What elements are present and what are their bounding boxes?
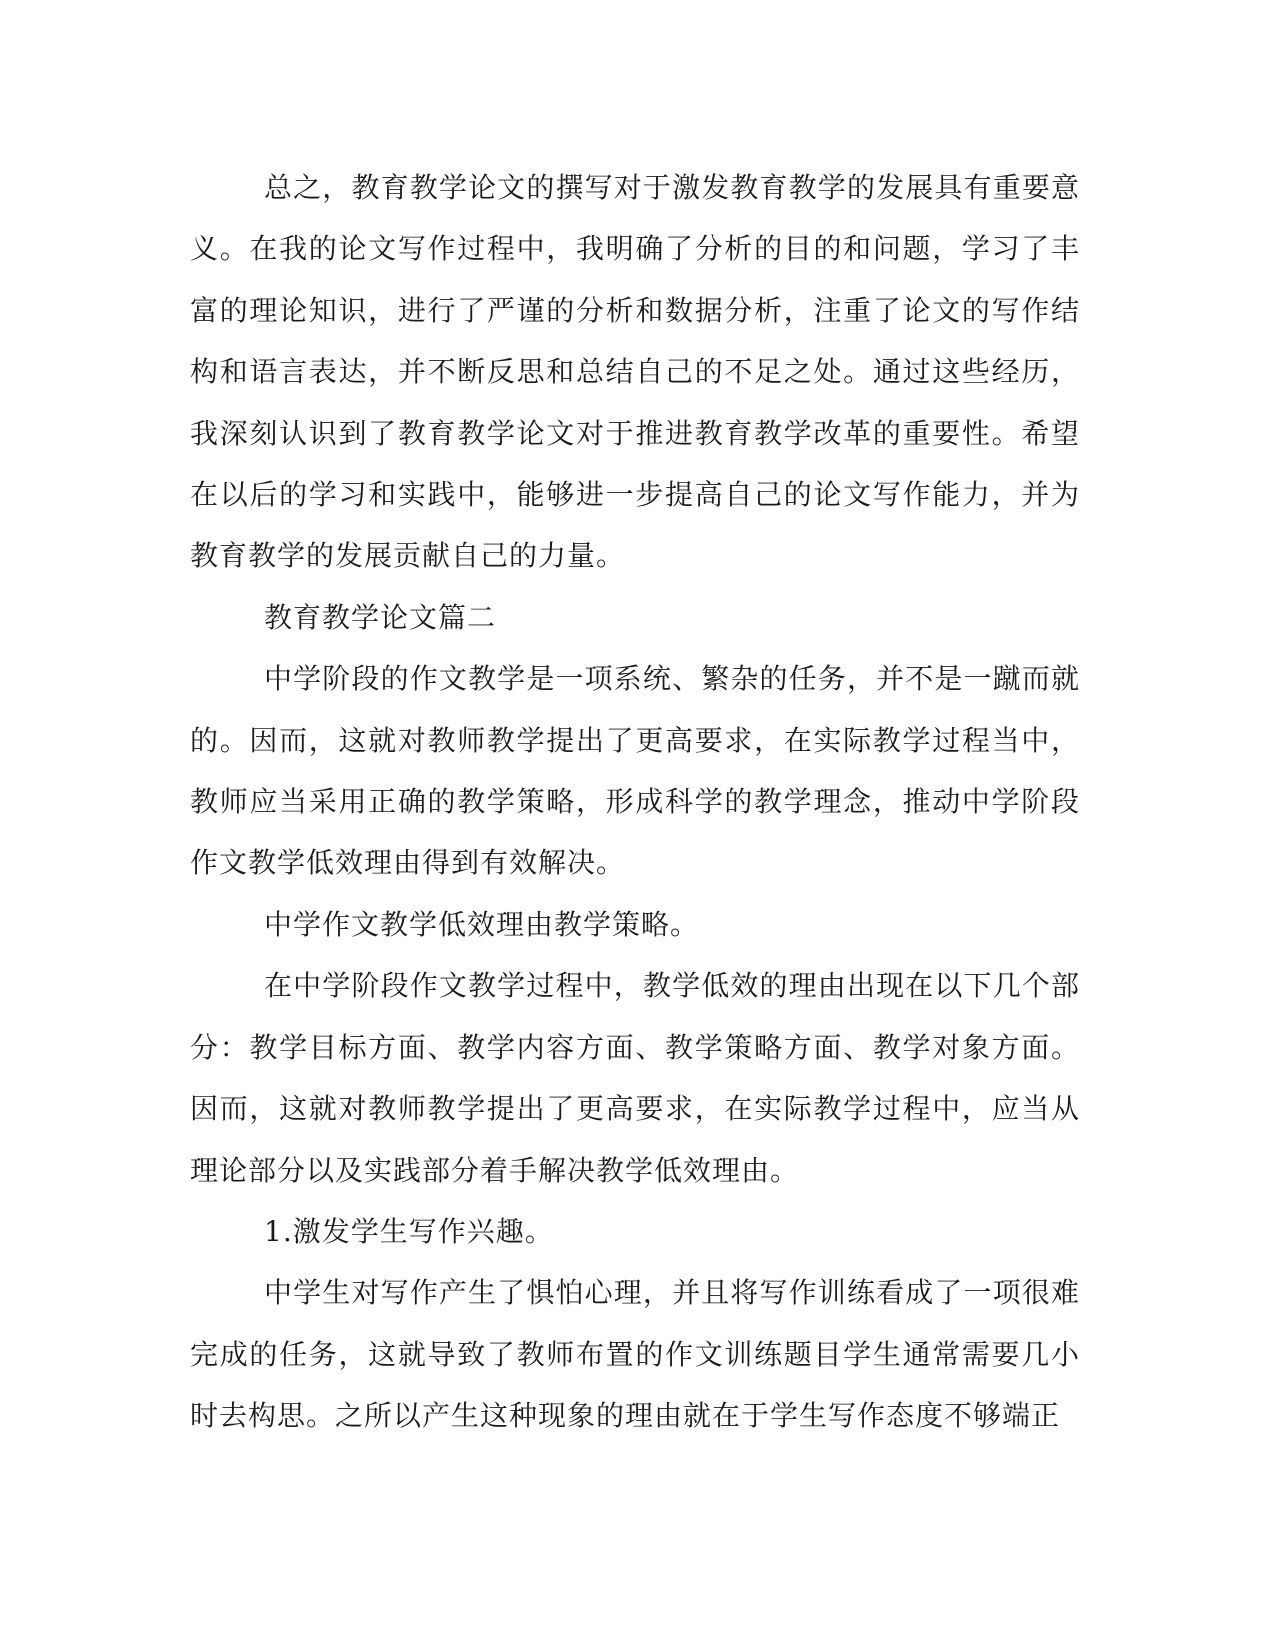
paragraph-conclusion: 总之，教育教学论文的撰写对于激发教育教学的发展具有重要意义。在我的论文写作过程中，我明确了分析的目的和问题，学习了丰富的理论知识，进行了严谨的分析和数据分析，注重了论文的写作结构和语言表达，并不断反思和总结自己的不足之处。通过这些经历，我深刻认识到了教育教学论文对于推进教育教学改革的重要性。希望在以后的学习和实践中，能够进一步提高自己的论文写作能力，并为教育教学的发展贡献自己的力量。 xyxy=(190,171,1080,573)
document-body xyxy=(190,157,1080,1447)
section-heading: 教育教学论文篇二 xyxy=(264,600,497,634)
subsection-heading: 中学作文教学低效理由教学策略。 xyxy=(264,907,700,941)
paragraph-intro: 中学阶段的作文教学是一项系统、繁杂的任务，并不是一蹴而就的。因而，这就对教师教学提出了更高要求，在实际教学过程当中，教师应当采用正确的教学策略，形成科学的教学理念，推动中学阶段作文教学低效理由得到有效解决。 xyxy=(190,662,1080,880)
list-item-heading: 1.激发学生写作兴趣。 xyxy=(264,1214,554,1248)
paragraph-interest: 中学生对写作产生了惧怕心理，并且将写作训练看成了一项很难完成的任务，这就导致了教师布置的作文训练题目学生通常需要几小时去构思。之所以产生这种现象的理由就在于学生写作态度不够端正 xyxy=(190,1276,1080,1433)
paragraph-causes: 在中学阶段作文教学过程中，教学低效的理由出现在以下几个部分：教学目标方面、教学内容方面、教学策略方面、教学对象方面。因而，这就对教师教学提出了更高要求，在实际教学过程中，应当从理论部分以及实践部分着手解决教学低效理由。 xyxy=(190,969,1080,1187)
